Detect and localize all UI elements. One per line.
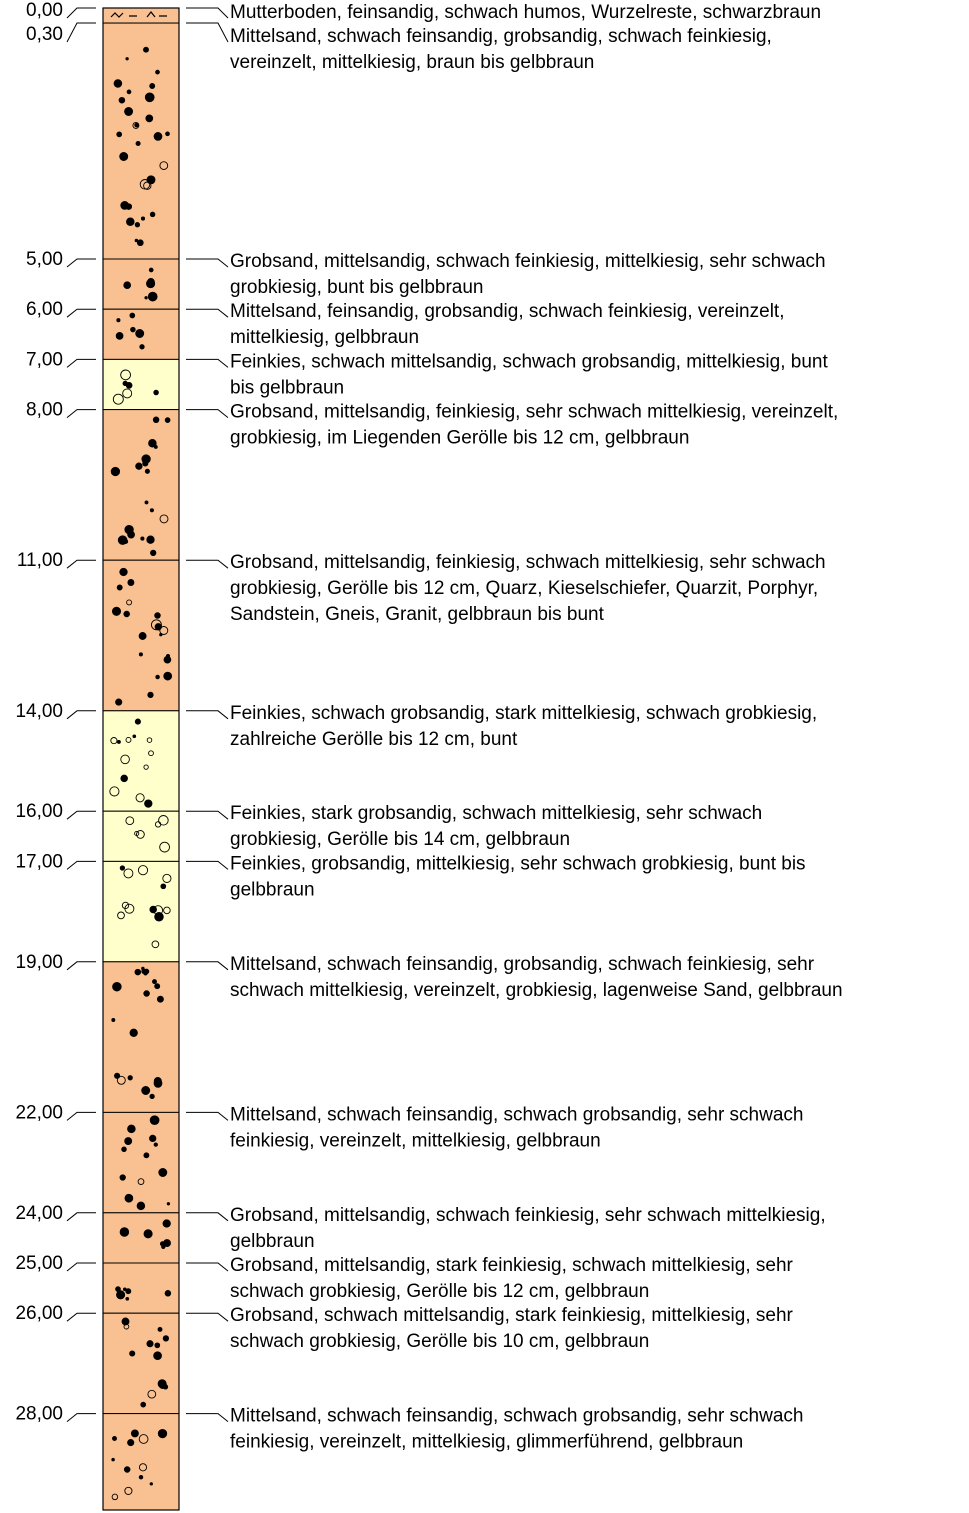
depth-tick-left [67,1414,96,1422]
sand-grain-symbol [126,58,128,60]
layer-description-line: grobkiesig, Gerölle bis 14 cm, gelbbraun [230,829,571,851]
sand-grain-symbol [137,1202,145,1210]
depth-tick-left [67,1112,96,1120]
depth-tick-right [186,1263,228,1271]
layer-description-line: Grobsand, mittelsandig, schwach feinkiesig, mittelkiesig, sehr schwach [230,251,826,272]
layer-description-line: mittelkiesig, gelbbraun [230,327,420,349]
sand-grain-symbol [157,996,163,1002]
layer-description-line: Mittelsand, schwach feinsandig, grobsandig, schwach feinkiesig, sehr [230,953,815,975]
layer-band [103,1263,179,1313]
layer-description-line: Grobsand, mittelsandig, feinkiesig, sehr schwach mittelkiesig, vereinzelt, [230,401,839,423]
sand-grain-symbol [154,1352,162,1360]
sand-grain-symbol [147,176,155,184]
depth-tick-left [67,359,96,367]
sand-grain-symbol [154,445,157,448]
depth-label: 17,00 [15,851,63,873]
depth-tick-left [67,962,96,970]
sand-grain-symbol [158,1429,166,1437]
depth-tick-right [186,1213,228,1221]
depth-label: 11,00 [16,550,63,572]
sand-grain-symbol [119,97,125,103]
layer-description-line: schwach grobkiesig, Gerölle bis 10 cm, gelbbraun [230,1331,650,1353]
sand-grain-symbol [164,672,172,680]
sand-grain-symbol [116,699,122,705]
sand-grain-symbol [144,991,150,997]
sand-grain-symbol [135,969,141,975]
sand-grain-symbol [127,218,135,226]
sand-grain-symbol [148,292,157,301]
depth-tick-left [67,1213,96,1221]
sand-grain-symbol [142,969,146,973]
depth-tick-right [186,8,228,18]
sand-grain-symbol [123,1288,126,1291]
layer-description-line: Mittelsand, schwach feinsandig, schwach grobsandig, sehr schwach [230,1405,804,1427]
sand-grain-symbol [130,1029,137,1036]
layer-description-line: Mutterboden, feinsandig, schwach humos, Wurzelreste, schwarzbraun [230,2,822,23]
sand-grain-symbol [120,1175,125,1180]
sand-grain-symbol [149,268,153,272]
sand-grain-symbol [117,585,122,590]
sand-grain-symbol [122,1318,129,1325]
layer-description-line: schwach mittelkiesig, vereinzelt, grobkiesig, lagenweise Sand, gelbbraun [230,979,843,1001]
sand-grain-symbol [126,1297,129,1300]
layer-description-line: gelbbraun [230,1230,315,1252]
depth-tick-left [67,1313,96,1321]
sand-grain-symbol [120,568,127,575]
sand-grain-symbol [112,607,120,615]
depth-tick-right [186,1414,228,1422]
sand-grain-symbol [117,132,122,137]
sand-grain-symbol [150,1483,152,1485]
sand-grain-symbol [137,240,143,246]
layer-description-line: Feinkies, stark grobsandig, schwach mittelkiesig, sehr schwach [230,803,763,825]
sand-grain-symbol [154,1080,162,1088]
sand-grain-symbol [130,1351,135,1356]
depth-tick-right [186,711,228,719]
sand-grain-symbol [112,1019,115,1022]
sand-grain-symbol [141,1402,146,1407]
sand-grain-symbol [128,531,135,538]
sand-grain-symbol [165,1291,171,1297]
depth-tick-right [186,962,228,970]
sand-grain-symbol [155,1343,160,1348]
layer-description-line: bis gelbbraun [230,377,345,399]
layer-description-line: vereinzelt, mittelkiesig, braun bis gelbbraun [230,52,595,73]
sand-grain-symbol [139,1475,143,1479]
sand-grain-symbol [150,84,155,89]
sand-grain-symbol [133,735,136,738]
depth-tick-left [67,23,96,42]
sand-grain-symbol [120,153,128,161]
layer-description-line: Sandstein, Gneis, Granit, gelbbraun bis bunt [230,604,604,626]
layer-band [103,1414,179,1510]
layer-description-line: Feinkies, schwach mittelsandig, schwach grobsandig, mittelkiesig, bunt [230,351,828,373]
sand-grain-symbol [135,123,139,127]
sand-grain-symbol [131,327,136,332]
depth-tick-left [67,1263,96,1271]
sand-grain-symbol [147,536,154,543]
layer-description-line: Grobsand, mittelsandig, feinkiesig, schwach mittelkiesig, sehr schwach [230,552,826,574]
sand-grain-symbol [114,80,122,88]
layer-description-line: Mittelsand, schwach feinsandig, grobsandig, schwach feinkiesig, [230,26,772,47]
sand-grain-symbol [117,740,120,743]
sand-grain-symbol [113,982,122,991]
sand-grain-symbol [154,390,159,395]
sand-grain-symbol [136,141,140,145]
sand-grain-symbol [135,719,140,724]
sand-grain-symbol [128,1076,132,1080]
sand-grain-symbol [128,580,134,586]
depth-label: 8,00 [26,399,63,421]
layer-description-line: Feinkies, grobsandig, mittelkiesig, sehr schwach grobkiesig, bunt bis [230,853,806,875]
sand-grain-symbol [125,108,133,116]
sand-grain-symbol [126,204,132,210]
sand-grain-symbol [162,1245,165,1248]
sand-grain-symbol [122,1147,127,1152]
layer-band [103,1112,179,1212]
layer-description-line: Grobsand, mittelsandig, stark feinkiesig, schwach mittelkiesig, sehr [230,1255,793,1276]
depth-label: 0,30 [26,24,63,45]
depth-label: 7,00 [26,349,63,371]
layer-description-line: Grobsand, schwach mittelsandig, stark feinkiesig, mittelkiesig, sehr [230,1305,793,1327]
depth-tick-left [67,811,96,819]
depth-label: 26,00 [15,1303,63,1325]
depth-label: 5,00 [26,249,63,270]
sand-grain-symbol [145,469,149,473]
sand-grain-symbol [144,1230,152,1238]
sand-grain-symbol [161,884,166,889]
sand-grain-symbol [148,279,155,286]
depth-tick-left [67,8,96,18]
layer-description-line: Grobsand, mittelsandig, schwach feinkiesig, sehr schwach mittelkiesig, [230,1204,826,1226]
depth-label: 28,00 [15,1403,63,1425]
layer-descriptions [230,2,843,1453]
sand-grain-symbol [127,90,131,94]
sand-grain-symbol [126,383,132,389]
layer-description-line: zahlreiche Gerölle bis 12 cm, bunt [230,728,518,750]
depth-label: 16,00 [15,801,63,823]
sand-grain-symbol [166,132,170,136]
sand-grain-symbol [145,501,148,504]
layer-description-line: feinkiesig, vereinzelt, mittelkiesig, glimmerführend, gelbbraun [230,1431,744,1453]
depth-tick-left [67,560,96,568]
sand-grain-symbol [156,675,160,679]
sand-grain-symbol [124,282,131,289]
depth-tick-left [67,861,96,869]
depth-labels [15,0,63,1425]
sand-grain-symbol [140,345,144,349]
sand-grain-symbol [147,1341,153,1347]
layer-band [103,8,179,23]
depth-label: 6,00 [26,299,63,321]
sand-grain-symbol [151,550,156,555]
depth-label: 25,00 [15,1253,63,1274]
depth-label: 0,00 [26,0,63,21]
layer-band [103,861,179,961]
layer-band [103,1313,179,1413]
sand-grain-symbol [131,1430,138,1437]
sand-grain-symbol [120,1228,129,1237]
sand-grain-symbol [112,1458,115,1461]
sand-grain-symbol [136,463,142,469]
sand-grain-symbol [116,333,123,340]
depth-label: 22,00 [15,1102,63,1124]
layer-description-line: Feinkies, schwach grobsandig, stark mittelkiesig, schwach grobkiesig, [230,702,818,724]
sand-grain-symbol [136,330,144,338]
depth-tick-right [186,861,228,869]
layer-bands [103,8,179,1510]
sand-grain-symbol [135,223,139,227]
sand-grain-symbol [163,1336,168,1341]
depth-tick-right [186,309,228,317]
sand-grain-symbol [155,913,164,922]
sand-grain-symbol [124,611,130,617]
depth-tick-right [186,359,228,367]
sand-grain-symbol [158,1327,162,1331]
sand-grain-symbol [150,1135,156,1141]
layer-band [103,259,179,309]
sand-grain-symbol [154,1143,157,1146]
sand-grain-symbol [124,1467,130,1473]
sand-grain-symbol [145,297,147,299]
sand-grain-symbol [113,1437,117,1441]
sand-grain-symbol [145,93,154,102]
depth-tick-right [186,1313,228,1321]
sand-grain-symbol [155,613,161,619]
sand-grain-symbol [130,313,135,318]
depth-label: 14,00 [15,700,63,722]
sand-grain-symbol [150,509,153,512]
sand-grain-symbol [116,1287,121,1292]
layer-band [103,23,179,259]
sand-grain-symbol [144,47,149,52]
depth-tick-right [186,811,228,819]
sand-grain-symbol [125,1194,133,1202]
depth-tick-right [186,23,228,42]
sand-grain-symbol [153,417,159,423]
sand-grain-symbol [159,1169,167,1177]
sand-grain-symbol [148,692,153,697]
depth-tick-left [67,259,96,267]
sand-grain-symbol [141,217,144,220]
sand-grain-symbol [139,653,142,656]
sand-grain-symbol [154,133,162,141]
sand-grain-symbol [117,319,120,322]
sand-grain-symbol [139,633,146,640]
sand-grain-symbol [163,1220,170,1227]
sand-grain-symbol [142,1087,150,1095]
layer-description-line: grobkiesig, bunt bis gelbbraun [230,277,484,298]
sand-grain-symbol [158,1380,166,1388]
sand-grain-symbol [124,539,128,543]
sand-grain-symbol [142,455,150,463]
sand-grain-symbol [144,1153,149,1158]
sand-grain-symbol [128,1440,134,1446]
depth-tick-left [67,711,96,719]
sand-grain-symbol [150,212,155,217]
depth-tick-right [186,259,228,267]
sand-grain-symbol [146,115,153,122]
sand-grain-symbol [128,1125,136,1133]
sand-grain-symbol [111,467,119,475]
sand-grain-symbol [120,866,124,870]
depth-tick-right [186,410,228,418]
depth-label: 24,00 [15,1202,63,1224]
layer-description-line: grobkiesig, Gerölle bis 12 cm, Quarz, Kieselschiefer, Quarzit, Porphyr, [230,578,819,600]
sand-grain-symbol [145,800,152,807]
sand-grain-symbol [165,418,170,423]
sand-grain-symbol [167,1203,169,1205]
sand-grain-symbol [121,775,128,782]
sand-grain-symbol [150,1094,154,1098]
sand-grain-symbol [150,906,157,913]
layer-description-line: grobkiesig, im Liegenden Gerölle bis 12 cm, gelbbraun [230,427,690,449]
sand-grain-symbol [166,654,169,657]
layer-description-line: gelbbraun [230,879,315,901]
sand-grain-symbol [156,70,160,74]
layer-description-line: schwach grobkiesig, Gerölle bis 12 cm, gelbbraun [230,1281,650,1302]
layer-description-line: feinkiesig, vereinzelt, mittelkiesig, gelbbraun [230,1130,601,1152]
depth-tick-right [186,560,228,568]
sand-grain-symbol [125,1138,132,1145]
depth-label: 19,00 [15,951,63,973]
layer-description-line: Mittelsand, schwach feinsandig, schwach grobsandig, sehr schwach [230,1104,804,1126]
depth-tick-right [186,1112,228,1120]
sand-grain-symbol [153,980,157,984]
layer-description-line: Mittelsand, feinsandig, grobsandig, schwach feinkiesig, vereinzelt, [230,301,785,323]
depth-tick-left [67,410,96,418]
depth-tick-left [67,309,96,317]
sand-grain-symbol [141,537,144,540]
sand-grain-symbol [155,984,160,989]
sand-grain-symbol [150,1116,159,1125]
